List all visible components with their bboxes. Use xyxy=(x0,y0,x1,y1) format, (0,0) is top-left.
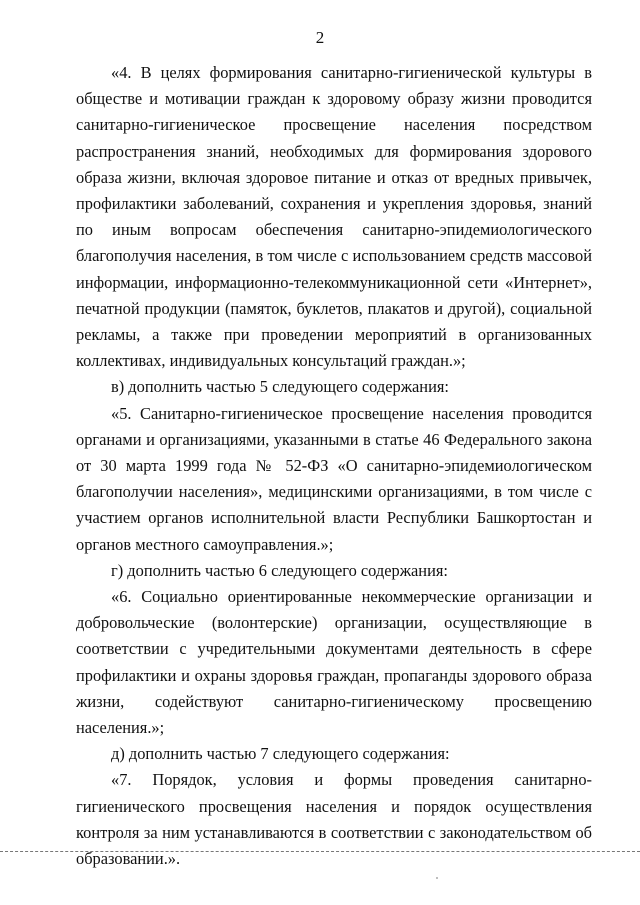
paragraph-amendment-v: в) дополнить частью 5 следующего содержания: xyxy=(111,377,449,397)
scan-speck xyxy=(436,877,438,879)
paragraph-amendment-g: г) дополнить частью 6 следующего содержания: xyxy=(111,560,448,580)
paragraph-part-6: «6. Социально ориентированные некоммерческие организации и добровольческие (волонтерские) организации, осуществляющие в соответствии с учредительными документами деятельность в сфере профилактики и охраны здоровья граждан, пропаганды здорового образа жизни, содействуют санитарно-гигиеническому просвещению населения.»; xyxy=(76,587,592,738)
scan-edge-line xyxy=(0,851,640,852)
paragraph-amendment-d: д) дополнить частью 7 следующего содержания: xyxy=(111,744,450,764)
paragraph-part-5: «5. Санитарно-гигиеническое просвещение населения проводится органами и организациями, указанными в статье 46 Федерального закона от 30 марта 1999 года № 52-ФЗ «О санитарно-эпидемиологическом благополучии населения», медицинскими организациями, в том числе с участием органов исполнительной власти Республики Башкортостан и органов местного самоуправления.»; xyxy=(76,403,592,554)
page-number: 2 xyxy=(315,28,325,47)
paragraph-part-4: «4. В целях формирования санитарно-гигиенической культуры в обществе и мотивации граждан к здоровому образу жизни проводится санитарно-гигиеническое просвещение населения посредством распространения знаний, необходимых для формирования здорового образа жизни, включая здоровое питание и отказ от вредных привычек, профилактики заболеваний, сохранения и укрепления здоровья, знаний по иным вопросам обеспечения санитарно-эпидемиологического благополучия населения, в том числе с использованием средств массовой информации, информационно-телекоммуникационной сети «Интернет», печатной продукции (памяток, буклетов, плакатов и другой), социальной рекламы, а также при проведении мероприятий в организованных коллективах, индивидуальных консультаций граждан.»; xyxy=(76,63,592,371)
document-body xyxy=(76,60,592,872)
paragraph-part-7: «7. Порядок, условия и формы проведения санитарно-гигиенического просвещения населения и порядок осуществления контроля за ним устанавливаются в соответствии с законодательством об образовании.». xyxy=(76,770,592,869)
